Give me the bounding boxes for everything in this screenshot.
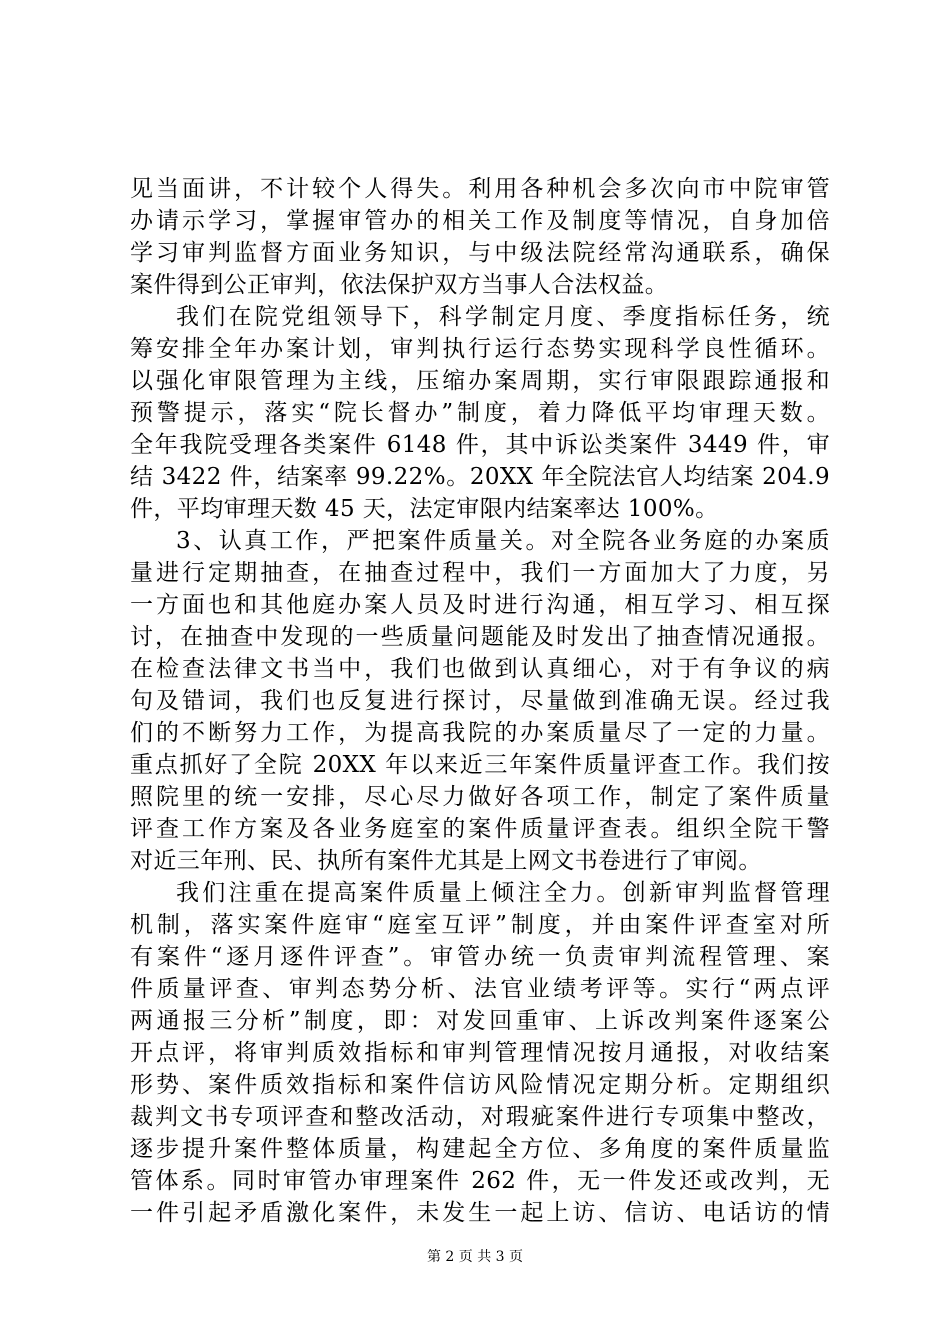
text-line: 两通报三分析”制度，即：对发回重审、上诉改判案件逐案公	[130, 1008, 830, 1034]
text-line: 量进行定期抽查，在抽查过程中，我们一方面加大了力度，另	[130, 560, 830, 586]
text-line: 筹安排全年办案计划，审判执行运行态势实现科学良性循环。	[130, 336, 830, 362]
text-line: 一方面也和其他庭办案人员及时进行沟通，相互学习、相互探	[130, 592, 830, 618]
text-line: 讨，在抽查中发现的一些质量问题能及时发出了抽查情况通报。	[130, 624, 830, 650]
text-line: 一件引起矛盾激化案件，未发生一起上访、信访、电话访的情	[130, 1200, 830, 1226]
text-line: 见当面讲，不计较个人得失。利用各种机会多次向市中院审管	[130, 176, 830, 202]
text-line: 照院里的统一安排，尽心尽力做好各项工作，制定了案件质量	[130, 784, 830, 810]
text-line: 件，平均审理天数 45 天，法定审限内结案率达 100%。	[130, 496, 719, 522]
text-line: 重点抓好了全院 20XX 年以来近三年案件质量评查工作。我们按	[130, 752, 830, 778]
text-line: 件质量评查、审判态势分析、法官业绩考评等。实行“两点评	[130, 976, 830, 1002]
text-line: 在检查法律文书当中，我们也做到认真细心，对于有争议的病	[130, 656, 830, 682]
text-line: 对近三年刑、民、执所有案件尤其是上网文书卷进行了审阅。	[130, 848, 762, 874]
text-line: 3、认真工作，严把案件质量关。对全院各业务庭的办案质	[176, 528, 830, 554]
page-footer: 第 2 页 共 3 页	[426, 1249, 524, 1265]
text-line: 学习审判监督方面业务知识，与中级法院经常沟通联系，确保	[130, 240, 830, 266]
text-line: 形势、案件质效指标和案件信访风险情况定期分析。定期组织	[130, 1072, 830, 1098]
document-body	[130, 173, 830, 1229]
text-line: 有案件“逐月逐件评查”。审管办统一负责审判流程管理、案	[130, 944, 830, 970]
text-line: 我们在院党组领导下，科学制定月度、季度指标任务，统	[176, 304, 830, 330]
text-line: 全年我院受理各类案件 6148 件，其中诉讼类案件 3449 件，审	[130, 432, 830, 458]
text-line: 句及错词，我们也反复进行探讨，尽量做到准确无误。经过我	[130, 688, 830, 714]
text-line: 管体系。同时审管办审理案件 262 件，无一件发还或改判，无	[130, 1168, 830, 1194]
text-line: 案件得到公正审判，依法保护双方当事人合法权益。	[130, 272, 669, 298]
text-line: 以强化审限管理为主线，压缩办案周期，实行审限跟踪通报和	[130, 368, 830, 394]
text-line: 我们注重在提高案件质量上倾注全力。创新审判监督管理	[176, 880, 830, 906]
text-line: 开点评，将审判质效指标和审判管理情况按月通报，对收结案	[130, 1040, 830, 1066]
text-line: 机制，落实案件庭审“庭室互评”制度，并由案件评查室对所	[130, 912, 830, 938]
text-line: 办请示学习，掌握审管办的相关工作及制度等情况，自身加倍	[130, 208, 830, 234]
text-line: 结 3422 件，结案率 99.22%。20XX 年全院法官人均结案 204.9	[130, 464, 830, 490]
text-line: 们的不断努力工作，为提高我院的办案质量尽了一定的力量。	[130, 720, 830, 746]
text-line: 评查工作方案及各业务庭室的案件质量评查表。组织全院干警	[130, 816, 830, 842]
text-line: 预警提示，落实“院长督办”制度，着力降低平均审理天数。	[130, 400, 830, 426]
text-line: 裁判文书专项评查和整改活动，对瑕疵案件进行专项集中整改，	[130, 1104, 830, 1130]
text-line: 逐步提升案件整体质量，构建起全方位、多角度的案件质量监	[130, 1136, 830, 1162]
